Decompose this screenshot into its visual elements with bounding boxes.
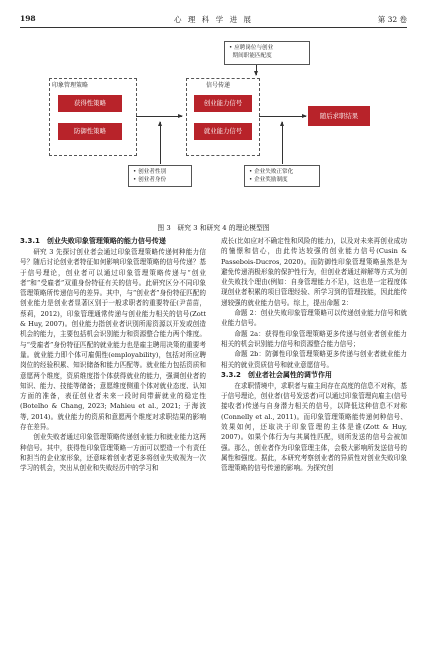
left-column (20, 236, 213, 474)
bottom-right-moderator-box (244, 165, 320, 187)
top-box-line: 期间职能匹配度 (229, 53, 272, 59)
bottom-right-line: • 企业奖励制度 (249, 177, 288, 183)
body-paragraph: 研究 3 先探讨创业者会通过印象管理策略传递何种能力信号？随后讨论创业者特征如何影响印象管理策略的信号传递？基于信号理论，创业者可以通过印象管理策略传递与“创业者”和“受雇者”双重身份特征有关的信号。此研究区分不同印象管理策略所传递信号的差异。其中，与“创业者”身份特征匹配的创业能力是创业者显著区别于一般求职者的重要特征(尹苗苗，蔡莉，2012)，印象管理通常传递与创业能力相关的信号(Zott & Huy, 2007)。创业能力指创业者识别所需资源以开发或创造机会的能力，主要包括机会识别能力和资源整合能力两个维度。与“受雇者”身份特征匹配的就业能力也是雇主聘用决策的重要考量。就业能力即个体可雇佣性(employability)，包括对所应聘岗位的经验积累、知识储备和能力匹配等。就业能力包括资质和意愿两个维度，资质维度指个体获得就业的能力，强调创业者的知识、能力、技能等储备；意愿维度侧重个体对就业态度、认知方面的准备，表征创业者未来一段时间带薪就业的稳定性(Botelho & Chang, 2023; Mahieu et al., 2021; 于海波 等, 2014)。就业能力的资质和意愿两个维度对求职结果的影响存在差异。 (20, 248, 213, 432)
job-outcome-box: 随后求职结果 (308, 106, 370, 126)
strategy-group (49, 78, 137, 156)
top-arrow (256, 65, 257, 75)
bottom-right-arrow (282, 122, 283, 164)
proposition-2: 命题 2：创业失败印象管理策略可以传递创业能力信号和就业能力信号。 (221, 309, 407, 328)
strategy-group-label: 印象管理策略 (52, 82, 89, 89)
section-heading-332: 3.3.2 创业者社会属性的调节作用 (221, 370, 332, 379)
defensive-strategy-box: 防御性策略 (58, 123, 122, 140)
body-paragraph: 在求职情境中，求职者与雇主间存在高度的信息不对称，基于信号理论，创业者(信号发送者)可以通过印象管理向雇主(信号接收者)传递与自身潜力相关的信号，以降低这种信息不对称(Connelly et al., 2011)。而印象管理策略能传递何种信号、效果如何，还取决于印象管理的主体是谁(Zott & Huy, 2007)。如果个体行为与其属性匹配，则所发送的信号会被加强。那么，创业者作为印象管理主体，会极大影响所发送信号的属性和强度。据此，本研究考察创业者的异质性对创业失败印象管理策略的信号传递的影响。为探究创 (221, 381, 407, 473)
proposition-2a: 命题 2a：获得性印象管理策略更多传递与创业者创业能力相关的机会识别能力信号和资源整合能力信号； (221, 329, 407, 348)
bottom-left-moderator-box (128, 165, 192, 187)
body-paragraph-continued: 成长(比如应对不确定性和风险的能力)，以及对未来再创业成功的憧憬和信心，由此传达较强的创业能力信号(Cusin & Passebois‐Ducros, 2020)。而防御性印象管理策略虽然是为避免传递消极形象的保护性行为，但创业者通过辩解等方式为创业失败找个理由(例如：自身管理能力不足)，这也是一定程度体现创业者积累的项目管理经验、所学习到的管理技能，因此能传递较强的就业能力信号。综上，提出命题 2： (221, 237, 407, 307)
bottom-left-arrow (160, 122, 161, 164)
employability-signal-box: 就业能力信号 (194, 123, 252, 140)
entrepreneurial-signal-box: 创业能力信号 (194, 95, 252, 112)
right-column (221, 236, 407, 474)
top-moderator-box (224, 41, 310, 65)
section-heading-331: 3.3.1 创业失败印象管理策略的能力信号传递 (20, 237, 166, 245)
volume-label: 第 32 卷 (377, 15, 407, 24)
proposition-2b: 命题 2b：防御性印象管理策略更多传递与创业者就业能力相关的就业资质信号和就业意愿信号。 (221, 350, 407, 369)
body-paragraph: 创业失败者通过印象管理策略传递创业能力和就业能力这两种信号。其中，获得性印象管理策略一方面可以塑造一个有责任和担当的企业家形象，还意味着创业者更多将创业失败视为一次学习的机会，突出从创业和失败经历中的学习和 (20, 433, 206, 473)
figure-caption: 图 3 研究 3 和研究 4 的理论模型图 (157, 224, 270, 232)
journal-title: 心 理 科 学 进 展 (174, 15, 253, 24)
strategy-to-signal-arrow (136, 116, 182, 117)
page-number: 198 (20, 14, 36, 23)
header-rule (20, 27, 407, 28)
signal-group-label: 信号传递 (206, 82, 231, 89)
signal-group (186, 78, 260, 156)
bottom-right-line: • 企业失败正常化 (249, 169, 294, 175)
top-box-line: • 应聘岗位与创业 (229, 45, 274, 51)
bottom-left-line: • 创业者身份 (133, 177, 167, 183)
signal-to-outcome-arrow (259, 116, 306, 117)
bottom-left-line: • 创业者性别 (133, 169, 167, 175)
running-header (20, 14, 407, 28)
acquisitive-strategy-box: 获得性策略 (58, 95, 122, 112)
